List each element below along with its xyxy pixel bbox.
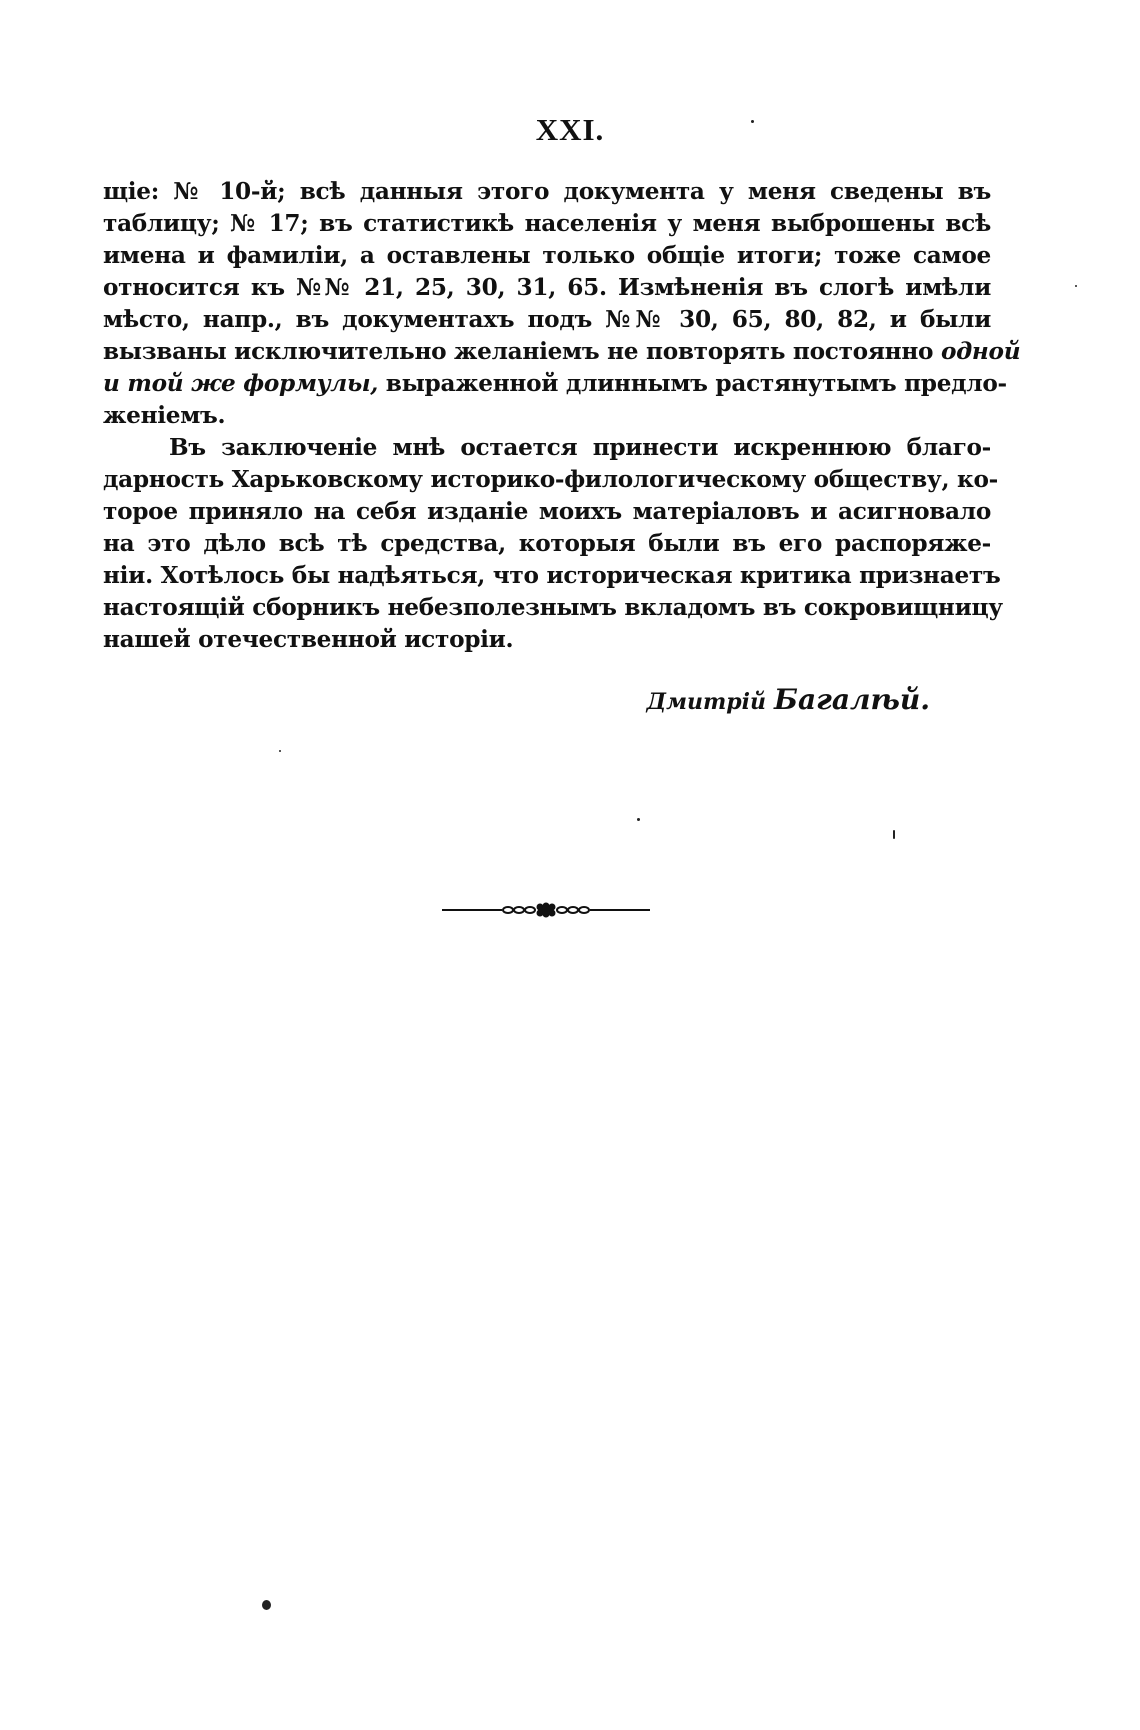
preface-text — [103, 176, 1021, 656]
text-line: щіе: № 10-й; всѣ данныя этого документа у меня сведены въ — [103, 178, 991, 205]
print-speck — [637, 818, 640, 821]
text-line: настоящій сборникъ небезполезнымъ вкладомъ въ сокровищницу — [103, 594, 1003, 621]
text-run: вызваны исключительно желаніемъ не повторять постоянно — [103, 338, 934, 365]
text-line: торое приняло на себя изданіе моихъ матеріаловъ и асигновало — [103, 498, 991, 525]
italic-run: одной — [940, 338, 1021, 365]
italic-run: и той же формулы, — [103, 370, 379, 397]
text-line-mixed — [103, 336, 1021, 368]
page-number: XXI. — [535, 112, 605, 147]
text-run: выраженной длиннымъ растянутымъ предло- — [385, 370, 1007, 397]
text-line: дарность Харьковскому историко-филологическому обществу, ко- — [103, 466, 998, 493]
print-speck — [893, 830, 895, 839]
author-signature — [590, 683, 930, 716]
signature-first-name: Дмитрій — [646, 689, 767, 715]
text-line: нашей отечественной исторіи. — [103, 626, 514, 653]
text-line: имена и фамиліи, а оставлены только общіе итоги; тоже самое — [103, 242, 991, 269]
text-line: мѣсто, напр., въ документахъ подъ №№ 30, 65, 80, 82, и были — [103, 306, 991, 333]
text-line-mixed — [103, 368, 1007, 400]
ornament-rule — [440, 900, 652, 920]
text-line: Въ заключеніе мнѣ остается принести искреннюю благо- — [169, 434, 991, 461]
signature-last-name: Багалѣй. — [774, 683, 930, 716]
text-line: на это дѣло всѣ тѣ средства, которыя были въ его распоряже- — [103, 530, 991, 557]
print-speck — [1075, 285, 1077, 287]
print-speck — [262, 1600, 271, 1610]
text-line: относится къ №№ 21, 25, 30, 31, 65. Измѣненія въ слогѣ имѣли — [103, 274, 991, 301]
text-line: таблицу; № 17; въ статистикѣ населенія у меня выброшены всѣ — [103, 210, 991, 237]
print-speck — [751, 120, 754, 123]
text-line: ніи. Хотѣлось бы надѣяться, что историческая критика признаетъ — [103, 562, 1001, 589]
print-speck — [279, 750, 281, 752]
text-line: женіемъ. — [103, 402, 226, 429]
